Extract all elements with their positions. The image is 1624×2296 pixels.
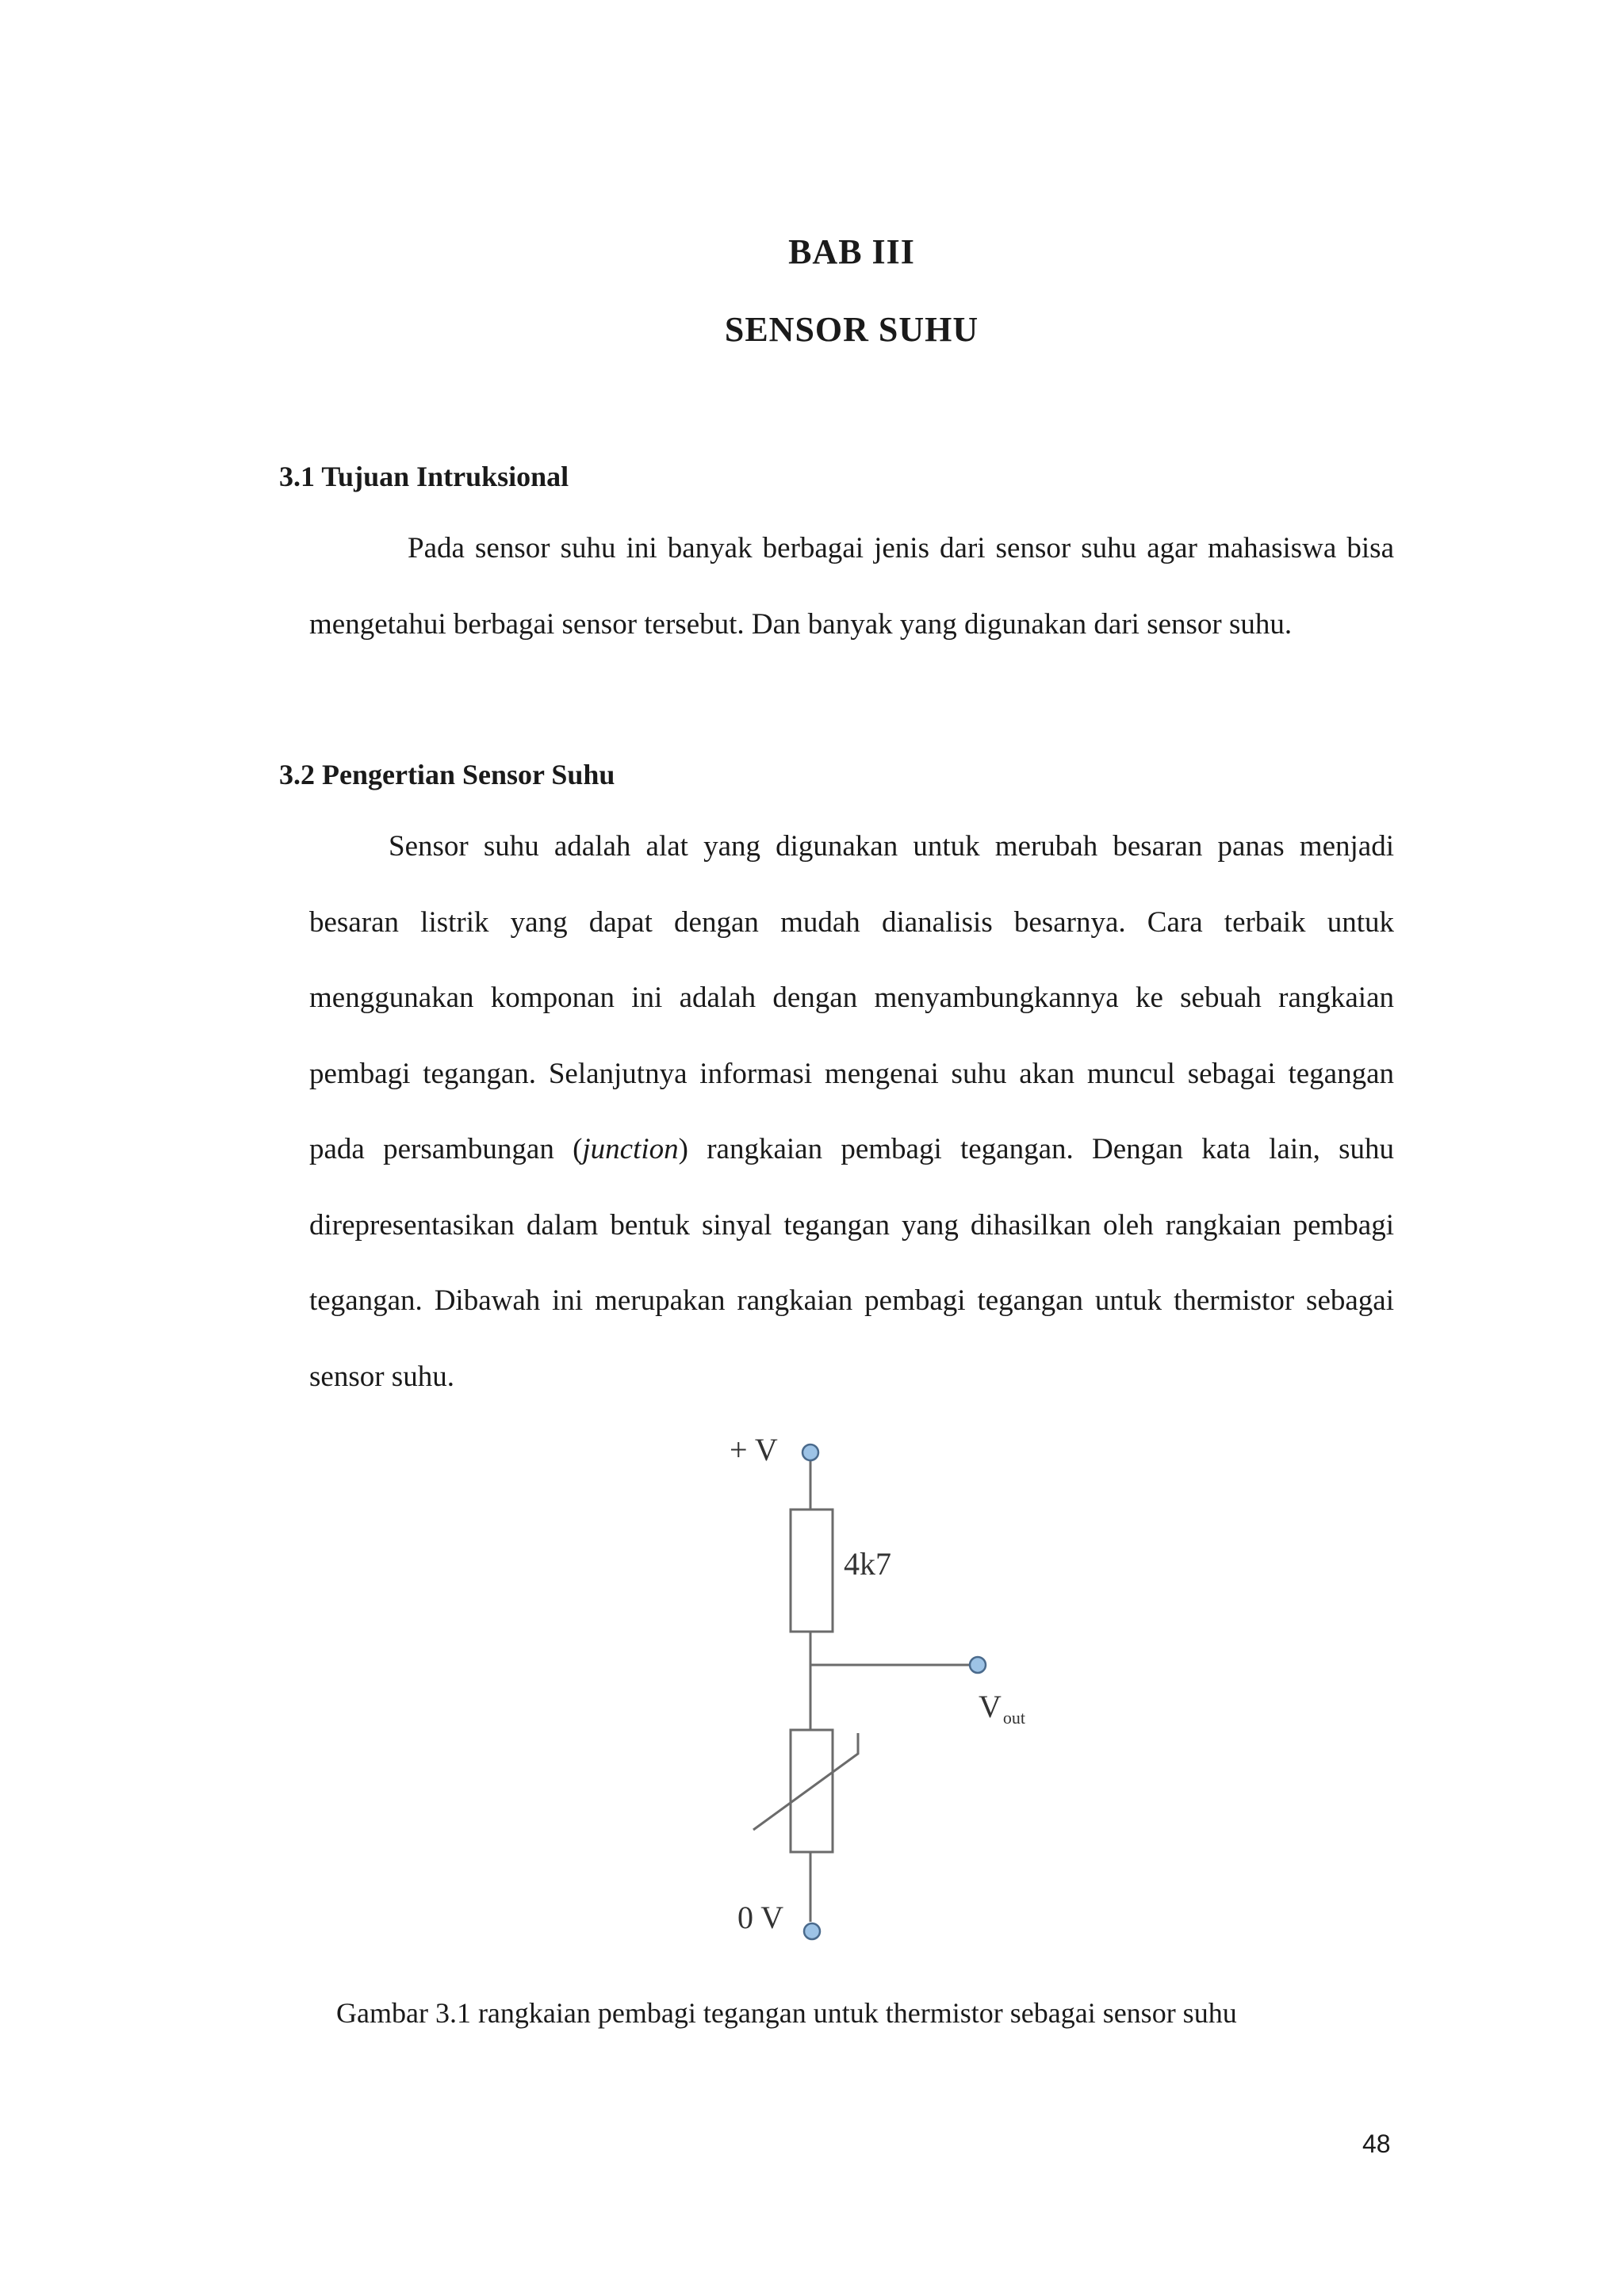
thermistor	[791, 1730, 833, 1852]
ground-label: 0 V	[737, 1900, 784, 1935]
section-heading-pengertian: 3.2 Pengertian Sensor Suhu	[279, 759, 615, 790]
page-number: 48	[1362, 2130, 1391, 2158]
resistor-label: 4k7	[844, 1546, 891, 1582]
section-heading-tujuan: 3.1 Tujuan Intruksional	[279, 461, 569, 492]
ground-terminal	[804, 1923, 820, 1939]
output-label-main: V	[979, 1689, 1002, 1724]
resistor-4k7	[791, 1510, 833, 1632]
section-paragraph-tujuan: Pada sensor suhu ini banyak berbagai jenis dari sensor suhu agar mahasiswa bisa mengetahui berbagai sensor tersebut. Dan banyak yang digunakan dari sensor suhu.	[309, 532, 1394, 641]
supply-terminal	[802, 1445, 818, 1460]
paragraph-text-before: Sensor suhu adalah alat yang digunakan untuk merubah besaran panas menjadi besaran listrik yang dapat dengan mudah dianalisis besarnya. Cara terbaik untuk menggunakan komponan ini adalah dengan menyambungkannya ke sebuah rangkaian pembagi tegangan. Selanjutnya informasi mengenai suhu akan muncul sebagai tegangan pada persambungan (	[309, 830, 1394, 1165]
paragraph-text-after: ) rangkaian pembagi tegangan. Dengan kata lain, suhu direpresentasikan dalam bentuk sinyal tegangan yang dihasilkan oleh rangkaian pembagi tegangan. Dibawah ini merupakan rangkaian pembagi tegangan untuk thermistor sebagai sensor suhu.	[309, 1133, 1394, 1393]
output-label-sub: out	[1002, 1708, 1026, 1728]
figure-caption: Gambar 3.1 rangkaian pembagi tegangan untuk thermistor sebagai sensor suhu	[336, 1997, 1237, 2029]
supply-label: + V	[730, 1432, 778, 1468]
chapter-title: SENSOR SUHU	[724, 310, 979, 349]
output-terminal	[970, 1657, 986, 1673]
chapter-number: BAB III	[788, 232, 915, 271]
italic-term-junction: junction	[582, 1133, 679, 1165]
output-label	[979, 1689, 1025, 1728]
